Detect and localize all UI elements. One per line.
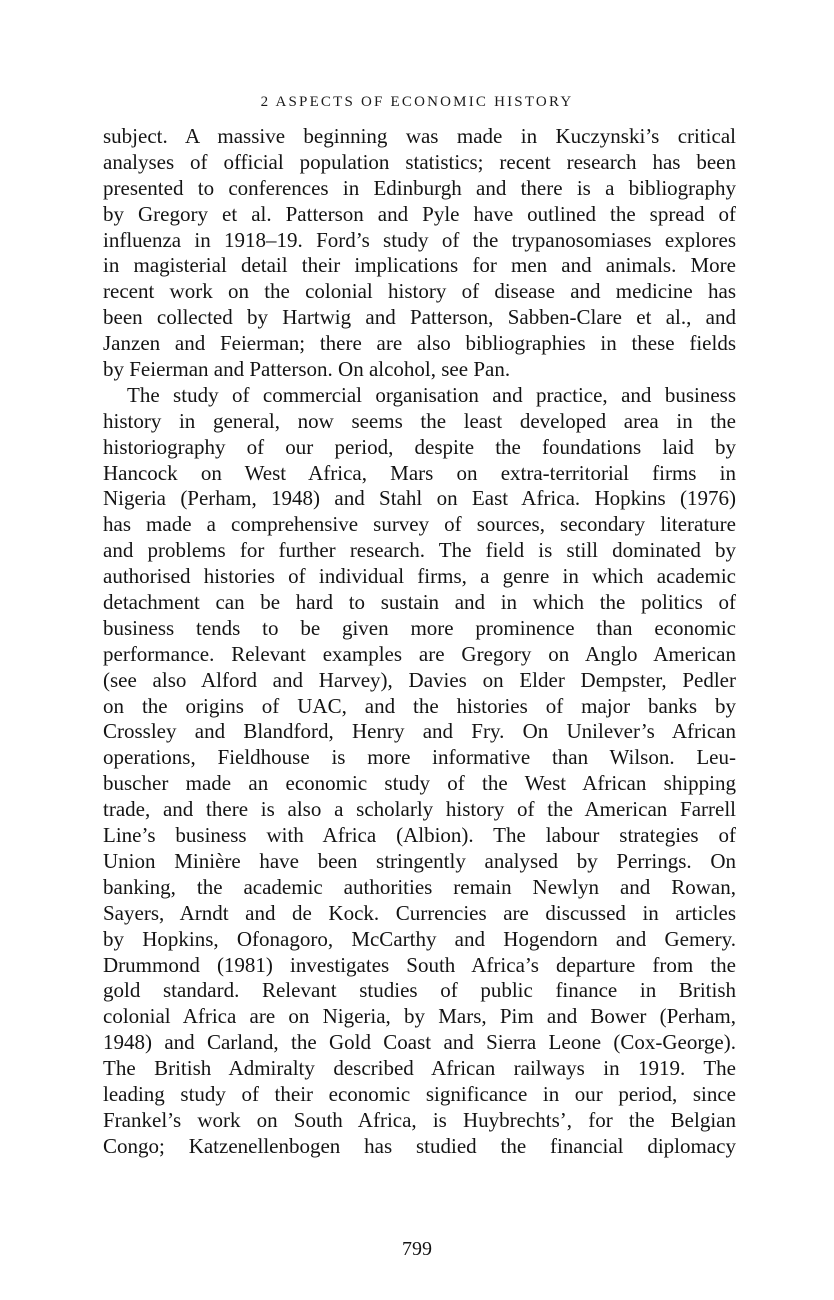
text-line: The study of commercial organisation and practice, and business: [127, 382, 736, 407]
text-line: and problems for further research. The field is still dominated by: [103, 538, 736, 563]
text-line: subject. A massive beginning was made in Kuczynski’s critical: [103, 124, 736, 148]
text-line: performance. Relevant examples are Gregory on Anglo American: [103, 641, 736, 666]
text-line: banking, the academic authorities remain Newlyn and Rowan,: [103, 874, 736, 899]
text-line: (see also Alford and Harvey), Davies on Elder Dempster, Pedler: [103, 667, 736, 692]
text-line: Hancock on West Africa, Mars on extra-territorial firms in: [103, 460, 736, 485]
text-line: influenza in 1918–19. Ford’s study of the trypanosomiases explores: [103, 227, 736, 252]
text-line: presented to conferences in Edinburgh and there is a bibliography: [103, 175, 736, 200]
body-text: [103, 124, 736, 1160]
page-number: 799: [402, 1238, 432, 1260]
text-line: analyses of official population statistics; recent research has been: [103, 149, 736, 174]
text-line: authorised histories of individual firms, a genre in which academic: [103, 564, 736, 589]
text-line: Congo; Katzenellenbogen has studied the financial diplomacy: [103, 1133, 736, 1158]
text-line: leading study of their economic significance in our period, since: [103, 1081, 736, 1106]
text-line: buscher made an economic study of the West African shipping: [103, 771, 736, 796]
text-line: Crossley and Blandford, Henry and Fry. On Unilever’s African: [103, 719, 736, 744]
text-line: gold standard. Relevant studies of public finance in British: [103, 978, 736, 1003]
paragraph: [103, 124, 736, 383]
text-line: recent work on the colonial history of disease and medicine has: [103, 279, 736, 304]
text-line: by Gregory et al. Patterson and Pyle have outlined the spread of: [103, 201, 736, 226]
text-line: Frankel’s work on South Africa, is Huybrechts’, for the Belgian: [103, 1107, 736, 1132]
text-line: 1948) and Carland, the Gold Coast and Sierra Leone (Cox-George).: [103, 1030, 736, 1055]
text-line: historiography of our period, despite the foundations laid by: [103, 434, 736, 459]
text-line: Line’s business with Africa (Albion). The labour strategies of: [103, 823, 736, 848]
text-line: trade, and there is also a scholarly history of the American Farrell: [103, 797, 736, 822]
text-line: by Hopkins, Ofonagoro, McCarthy and Hogendorn and Gemery.: [103, 926, 736, 951]
text-line: Nigeria (Perham, 1948) and Stahl on East Africa. Hopkins (1976): [103, 486, 736, 511]
text-line: The British Admiralty described African railways in 1919. The: [103, 1056, 736, 1081]
text-line: detachment can be hard to sustain and in which the politics of: [103, 590, 736, 615]
text-line: history in general, now seems the least developed area in the: [103, 408, 736, 433]
text-line: Drummond (1981) investigates South Africa’s departure from the: [103, 952, 736, 977]
text-line: on the origins of UAC, and the histories of major banks by: [103, 693, 736, 718]
text-line: Janzen and Feierman; there are also bibliographies in these fields: [103, 331, 736, 356]
text-line: in magisterial detail their implications for men and animals. More: [103, 253, 736, 278]
text-line: operations, Fieldhouse is more informative than Wilson. Leu-: [103, 745, 736, 770]
text-line: has made a comprehensive survey of sources, secondary literature: [103, 512, 736, 537]
text-line: business tends to be given more prominence than economic: [103, 615, 736, 640]
text-line: by Feierman and Patterson. On alcohol, see Pan.: [103, 357, 511, 382]
text-line: Union Minière have been stringently analysed by Perrings. On: [103, 848, 736, 873]
paragraph: [103, 383, 736, 1160]
text-line: been collected by Hartwig and Patterson, Sabben-Clare et al., and: [103, 305, 736, 330]
text-line: colonial Africa are on Nigeria, by Mars, Pim and Bower (Perham,: [103, 1004, 736, 1029]
text-line: Sayers, Arndt and de Kock. Currencies are discussed in articles: [103, 900, 736, 925]
running-head: 2 ASPECTS OF ECONOMIC HISTORY: [260, 94, 574, 110]
